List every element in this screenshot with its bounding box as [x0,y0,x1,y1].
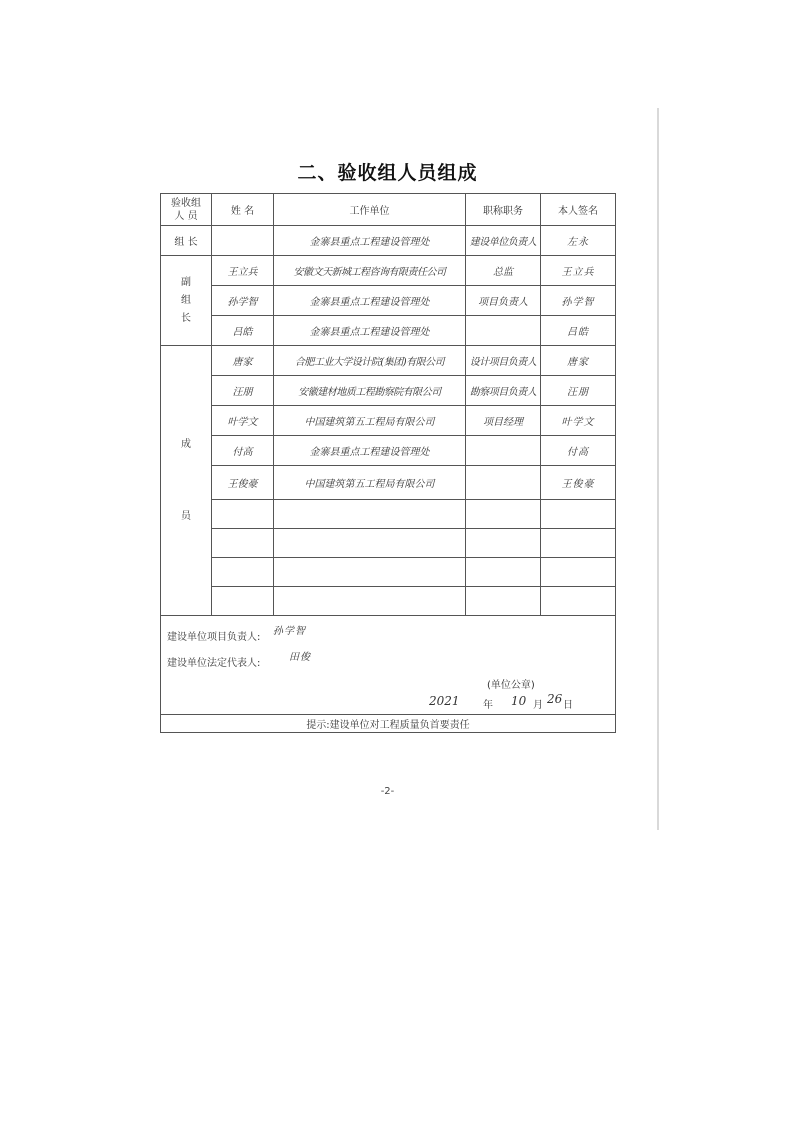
member-row [161,558,616,587]
date-year: 2021 [429,694,460,708]
date-month: 10 [511,694,527,708]
member-name [212,500,274,529]
member-name: 叶学文 [212,406,274,436]
member-row [161,436,616,466]
leader-signature: 左永 [541,226,616,256]
member-row [161,376,616,406]
page-number: -2- [380,786,395,797]
member-unit: 中国建筑第五工程局有限公司 [274,406,466,436]
footer-cell [161,616,616,715]
member-unit [274,558,466,587]
deputy-title: 总监 [466,256,541,286]
member-signature [541,587,616,616]
legal-rep-label: 建设单位法定代表人: [167,658,261,669]
leader-name [212,226,274,256]
member-row [161,466,616,500]
leader-unit: 金寨县重点工程建设管理处 [274,226,466,256]
member-title: 项目经理 [466,406,541,436]
member-name: 汪朋 [212,376,274,406]
footer-row [161,616,616,715]
header-name: 姓 名 [212,194,274,226]
member-unit: 安徽建材地质工程勘察院有限公司 [274,376,466,406]
header-role: 验收组人 员 [161,194,212,226]
inspection-team-table [160,193,616,733]
deputy-signature: 孙学智 [541,286,616,316]
project-lead-label: 建设单位项目负责人: [167,632,261,643]
member-unit: 中国建筑第五工程局有限公司 [274,466,466,500]
leader-title: 建设单位负责人 [466,226,541,256]
notice-text: 提示:建设单位对工程质量负首要责任 [161,715,616,733]
member-char: 员 [181,510,191,522]
member-title [466,558,541,587]
deputy-title: 项目负责人 [466,286,541,316]
deputy-unit: 金寨县重点工程建设管理处 [274,316,466,346]
member-title: 勘察项目负责人 [466,376,541,406]
deputy-row [161,256,616,286]
deputy-name: 王立兵 [212,256,274,286]
member-row [161,406,616,436]
header-signature: 本人签名 [541,194,616,226]
leader-row [161,226,616,256]
legal-rep-signature: 田俊 [289,652,311,663]
member-signature [541,500,616,529]
header-unit: 工作单位 [274,194,466,226]
member-title: 设计项目负责人 [466,346,541,376]
deputy-row [161,316,616,346]
notice-row [161,715,616,733]
member-name [212,587,274,616]
month-label: 月 [533,700,543,711]
deputy-signature: 吕皓 [541,316,616,346]
member-signature [541,529,616,558]
deputy-char: 长 [181,312,191,324]
member-name: 唐家 [212,346,274,376]
member-role-label [161,346,212,616]
deputy-unit: 安徽文天新城工程咨询有限责任公司 [274,256,466,286]
member-signature [541,558,616,587]
member-unit [274,500,466,529]
member-unit: 合肥工业大学设计院(集团)有限公司 [274,346,466,376]
member-name [212,558,274,587]
leader-role-label: 组 长 [161,226,212,256]
member-signature: 汪朋 [541,376,616,406]
deputy-char: 组 [181,294,191,306]
member-signature: 王俊豪 [541,466,616,500]
deputy-unit: 金寨县重点工程建设管理处 [274,286,466,316]
member-row [161,346,616,376]
seal-label: (单位公章) [487,680,535,691]
member-name: 王俊豪 [212,466,274,500]
member-title [466,529,541,558]
header-row [161,194,616,226]
member-row [161,587,616,616]
member-title [466,466,541,500]
member-unit: 金寨县重点工程建设管理处 [274,436,466,466]
scan-edge-line [657,108,659,830]
member-row [161,529,616,558]
deputy-char: 副 [181,276,191,288]
deputy-name: 孙学智 [212,286,274,316]
deputy-name: 吕皓 [212,316,274,346]
deputy-row [161,286,616,316]
member-signature: 付高 [541,436,616,466]
day-label: 日 [563,700,573,711]
year-label: 年 [483,700,493,711]
member-name [212,529,274,558]
member-name: 付高 [212,436,274,466]
header-title: 职称职务 [466,194,541,226]
member-unit [274,587,466,616]
page-title: 二、验收组人员组成 [297,162,478,184]
project-lead-signature: 孙学智 [273,626,306,637]
deputy-signature: 王立兵 [541,256,616,286]
deputy-role-label [161,256,212,346]
date-day: 26 [547,692,563,706]
member-unit [274,529,466,558]
member-char: 成 [181,438,191,450]
member-row [161,500,616,529]
member-title [466,587,541,616]
member-title [466,500,541,529]
member-signature: 叶学文 [541,406,616,436]
member-title [466,436,541,466]
deputy-title [466,316,541,346]
member-signature: 唐家 [541,346,616,376]
